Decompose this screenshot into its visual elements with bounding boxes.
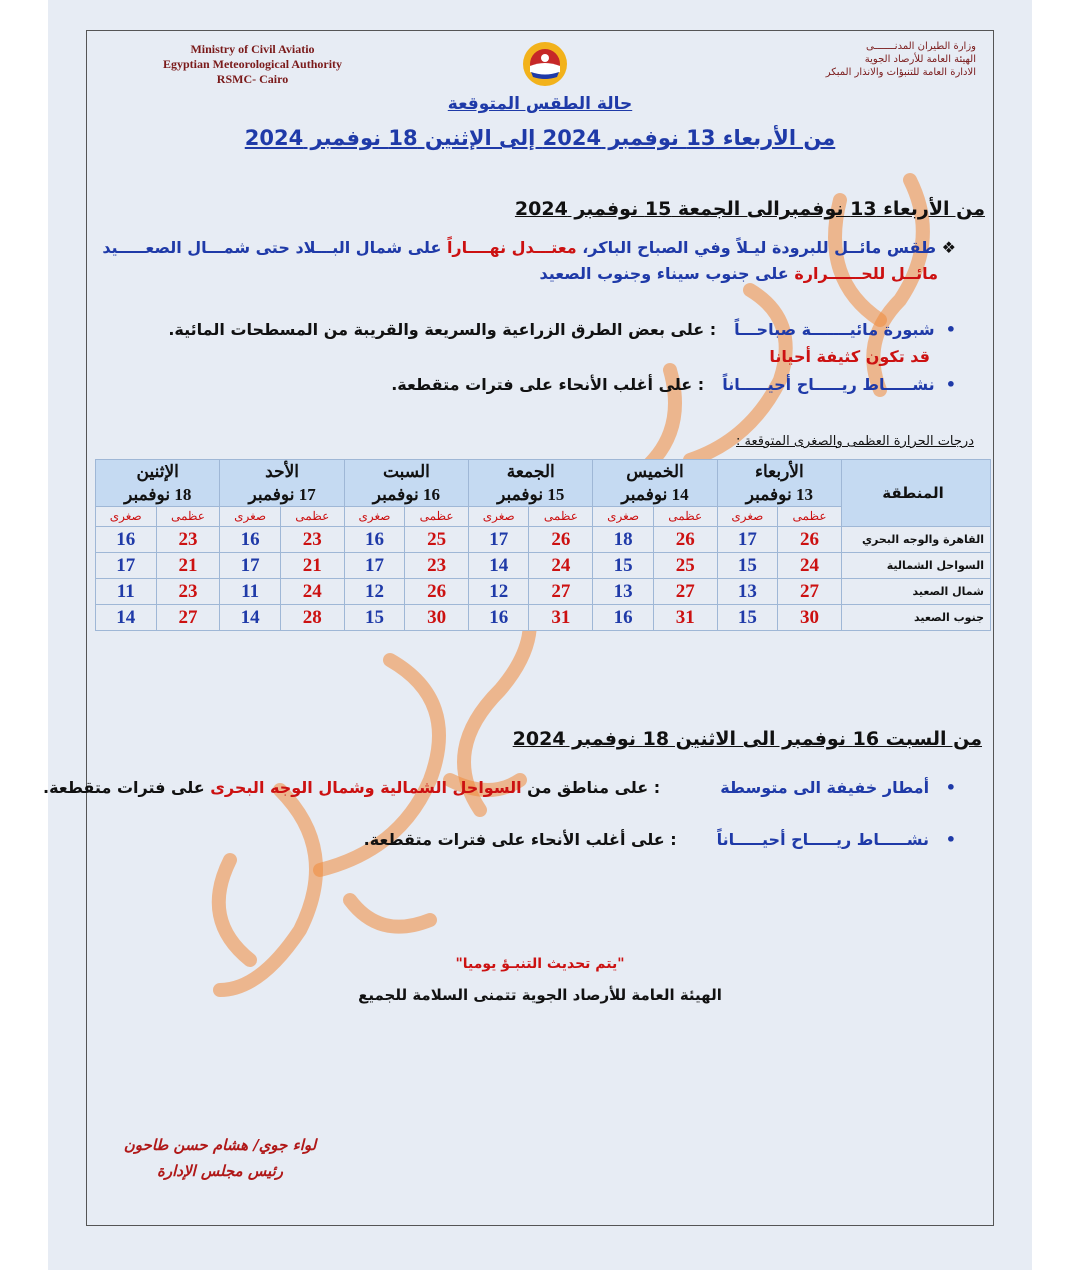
day-name: الخميس — [626, 462, 684, 481]
day-name: الإثنين — [136, 462, 179, 481]
min-temp-cell: 16 — [96, 527, 157, 553]
max-temp-cell: 21 — [156, 553, 220, 579]
fog-note: قد تكون كثيفة أحيانا — [769, 347, 930, 366]
min-temp-cell: 15 — [717, 553, 777, 579]
min-temp-cell: 17 — [717, 527, 777, 553]
min-label: صغرى — [96, 507, 157, 527]
table-body — [96, 527, 991, 631]
min-label: صغرى — [593, 507, 653, 527]
rain-text-c: على فترات متقطعة. — [43, 778, 211, 797]
max-temp-cell: 23 — [156, 579, 220, 605]
section1-paragraph-line2 — [539, 264, 938, 283]
header-ar-department: الادارة العامة للتنبؤات والانذار المبكر — [825, 67, 976, 78]
region-cell: السواحل الشمالية — [842, 553, 991, 579]
para1-part-a: طقس مائــل للبرودة ليـلاً وفي الصباح الباكر، — [576, 238, 937, 257]
day-name: السبت — [382, 462, 430, 481]
max-temp-cell: 27 — [156, 605, 220, 631]
max-label: عظمى — [156, 507, 220, 527]
region-cell: شمال الصعيد — [842, 579, 991, 605]
rain-label: أمطار خفيفة الى متوسطة — [720, 778, 930, 797]
update-note: "يتم تحديث التنبـؤ يوميا" — [455, 956, 625, 972]
max-temp-cell: 23 — [280, 527, 344, 553]
max-temp-cell: 31 — [653, 605, 717, 631]
day-date: 14 نوفمبر — [621, 485, 689, 504]
max-temp-cell: 24 — [778, 553, 842, 579]
wind-label: نشـــــاط ريـــــاح أحيـــــاناً — [722, 375, 935, 394]
min-temp-cell: 16 — [593, 605, 653, 631]
section1-paragraph-line1 — [102, 238, 956, 257]
header-en-authority: Egyptian Meteorological Authority — [162, 57, 343, 71]
min-label: صغرى — [469, 507, 529, 527]
header-ar-authority: الهيئة العامة للأرصاد الجوية — [864, 54, 976, 65]
max-temp-cell: 26 — [529, 527, 593, 553]
wind-text: : على أغلب الأنحاء على فترات متقطعة. — [391, 375, 705, 394]
table-header-row — [96, 460, 991, 507]
day-header — [469, 460, 593, 507]
min-temp-cell: 12 — [344, 579, 404, 605]
max-temp-cell: 25 — [405, 527, 469, 553]
section2-bullet-rain — [43, 778, 956, 797]
header-en-ministry: Ministry of Civil Aviatio — [190, 42, 315, 56]
min-temp-cell: 15 — [593, 553, 653, 579]
max-temp-cell: 21 — [280, 553, 344, 579]
section2-heading: من السبت 16 نوفمبر الى الاثنين 18 نوفمبر 2024 — [512, 728, 982, 750]
day-header — [593, 460, 717, 507]
day-header — [220, 460, 344, 507]
max-temp-cell: 23 — [156, 527, 220, 553]
max-label: عظمى — [778, 507, 842, 527]
bullet-dot-icon: • — [934, 320, 956, 339]
header-english — [140, 42, 365, 87]
forecast-period: من الأربعاء 13 نوفمبر 2024 إلى الإثنين 18 نوفمبر 2024 — [244, 126, 836, 150]
day-date: 16 نوفمبر — [372, 485, 441, 504]
day-name: الأربعاء — [754, 462, 804, 481]
temperature-table — [95, 459, 991, 631]
max-label: عظمى — [653, 507, 717, 527]
wind2-label: نشـــــاط ريـــــاح أحيـــــاناً — [716, 830, 930, 849]
max-temp-cell: 26 — [778, 527, 842, 553]
rain-text-a: : على مناطق من — [521, 778, 661, 797]
max-label: عظمى — [280, 507, 344, 527]
wind2-text: : على أغلب الأنحاء على فترات متقطعة. — [363, 830, 677, 849]
para1-part-b: معتـــدل نهــــاراً — [446, 238, 577, 257]
day-header — [96, 460, 220, 507]
min-temp-cell: 15 — [344, 605, 404, 631]
min-temp-cell: 17 — [469, 527, 529, 553]
safety-message: الهيئة العامة للأرصاد الجوية تتمنى السلامة للجميع — [358, 986, 722, 1004]
para2-part-b: على جنوب سيناء وجنوب الصعيد — [539, 264, 795, 283]
min-temp-cell: 18 — [593, 527, 653, 553]
signer-name: لواء جوي/ هشام حسن طاحون — [123, 1136, 317, 1154]
header-en-rsmc: RSMC- Cairo — [216, 72, 289, 86]
header-arabic — [716, 40, 976, 79]
signer-title: رئيس مجلس الإدارة — [157, 1162, 283, 1180]
min-temp-cell: 17 — [220, 553, 280, 579]
fog-label: شبورة مائيـــــــة صباحـــاً — [734, 320, 935, 339]
min-temp-cell: 13 — [717, 579, 777, 605]
min-temp-cell: 15 — [717, 605, 777, 631]
max-temp-cell: 24 — [529, 553, 593, 579]
day-name: الجمعة — [506, 462, 555, 481]
authority-logo-icon — [521, 40, 569, 88]
min-label: صغرى — [344, 507, 404, 527]
fog-text: : على بعض الطرق الزراعية والسريعة والقريبة من المسطحات المائية. — [168, 320, 717, 339]
max-temp-cell: 30 — [405, 605, 469, 631]
region-cell: جنوب الصعيد — [842, 605, 991, 631]
min-label: صغرى — [220, 507, 280, 527]
temps-caption: درجات الحرارة العظمى والصغرى المتوقعة : — [736, 434, 974, 449]
min-temp-cell: 12 — [469, 579, 529, 605]
max-temp-cell: 23 — [405, 553, 469, 579]
min-temp-cell: 16 — [344, 527, 404, 553]
max-label: عظمى — [405, 507, 469, 527]
bullet-diamond-icon: ❖ — [936, 238, 956, 257]
para2-part-a: مائــل للحــــــرارة — [794, 264, 938, 283]
min-temp-cell: 17 — [344, 553, 404, 579]
bullet-dot-icon: • — [929, 778, 956, 797]
min-temp-cell: 14 — [469, 553, 529, 579]
max-temp-cell: 28 — [280, 605, 344, 631]
bullet-dot-icon: • — [934, 375, 956, 394]
table-row — [96, 527, 991, 553]
day-date: 18 نوفمبر — [124, 485, 192, 504]
max-temp-cell: 25 — [653, 553, 717, 579]
max-temp-cell: 30 — [778, 605, 842, 631]
rain-text-b: السواحل الشمالية وشمال الوجه البحرى — [210, 778, 522, 797]
section1-bullet-wind — [391, 375, 956, 394]
header-ar-ministry: وزارة الطيران المدنـــــــى — [865, 41, 976, 52]
min-temp-cell: 14 — [220, 605, 280, 631]
table-row — [96, 553, 991, 579]
min-temp-cell: 11 — [96, 579, 157, 605]
table-row — [96, 579, 991, 605]
max-temp-cell: 26 — [405, 579, 469, 605]
day-name: الأحد — [265, 462, 300, 481]
min-temp-cell: 11 — [220, 579, 280, 605]
region-cell: القاهرة والوجه البحري — [842, 527, 991, 553]
day-header — [344, 460, 468, 507]
para1-part-c: على شمال البـــلاد حتى شمـــال الصعـــــيد — [102, 238, 447, 257]
day-date: 13 نوفمبر — [745, 485, 813, 504]
section1-heading: من الأربعاء 13 نوفمبرالى الجمعة 15 نوفمبر 2024 — [514, 198, 985, 220]
day-header — [717, 460, 841, 507]
section2-bullet-wind — [364, 830, 956, 849]
min-temp-cell: 17 — [96, 553, 157, 579]
min-temp-cell: 14 — [96, 605, 157, 631]
min-label: صغرى — [717, 507, 777, 527]
day-date: 17 نوفمبر — [248, 485, 316, 504]
max-temp-cell: 31 — [529, 605, 593, 631]
min-temp-cell: 16 — [469, 605, 529, 631]
max-label: عظمى — [529, 507, 593, 527]
min-temp-cell: 13 — [593, 579, 653, 605]
table-row — [96, 605, 991, 631]
bullet-dot-icon: • — [929, 830, 956, 849]
max-temp-cell: 27 — [778, 579, 842, 605]
page-title: حالة الطقس المتوقعة — [447, 94, 633, 114]
max-temp-cell: 27 — [653, 579, 717, 605]
section1-bullet-fog — [168, 320, 956, 339]
min-temp-cell: 16 — [220, 527, 280, 553]
max-temp-cell: 24 — [280, 579, 344, 605]
max-temp-cell: 26 — [653, 527, 717, 553]
max-temp-cell: 27 — [529, 579, 593, 605]
region-header: المنطقة — [842, 460, 991, 527]
day-date: 15 نوفمبر — [497, 485, 565, 504]
